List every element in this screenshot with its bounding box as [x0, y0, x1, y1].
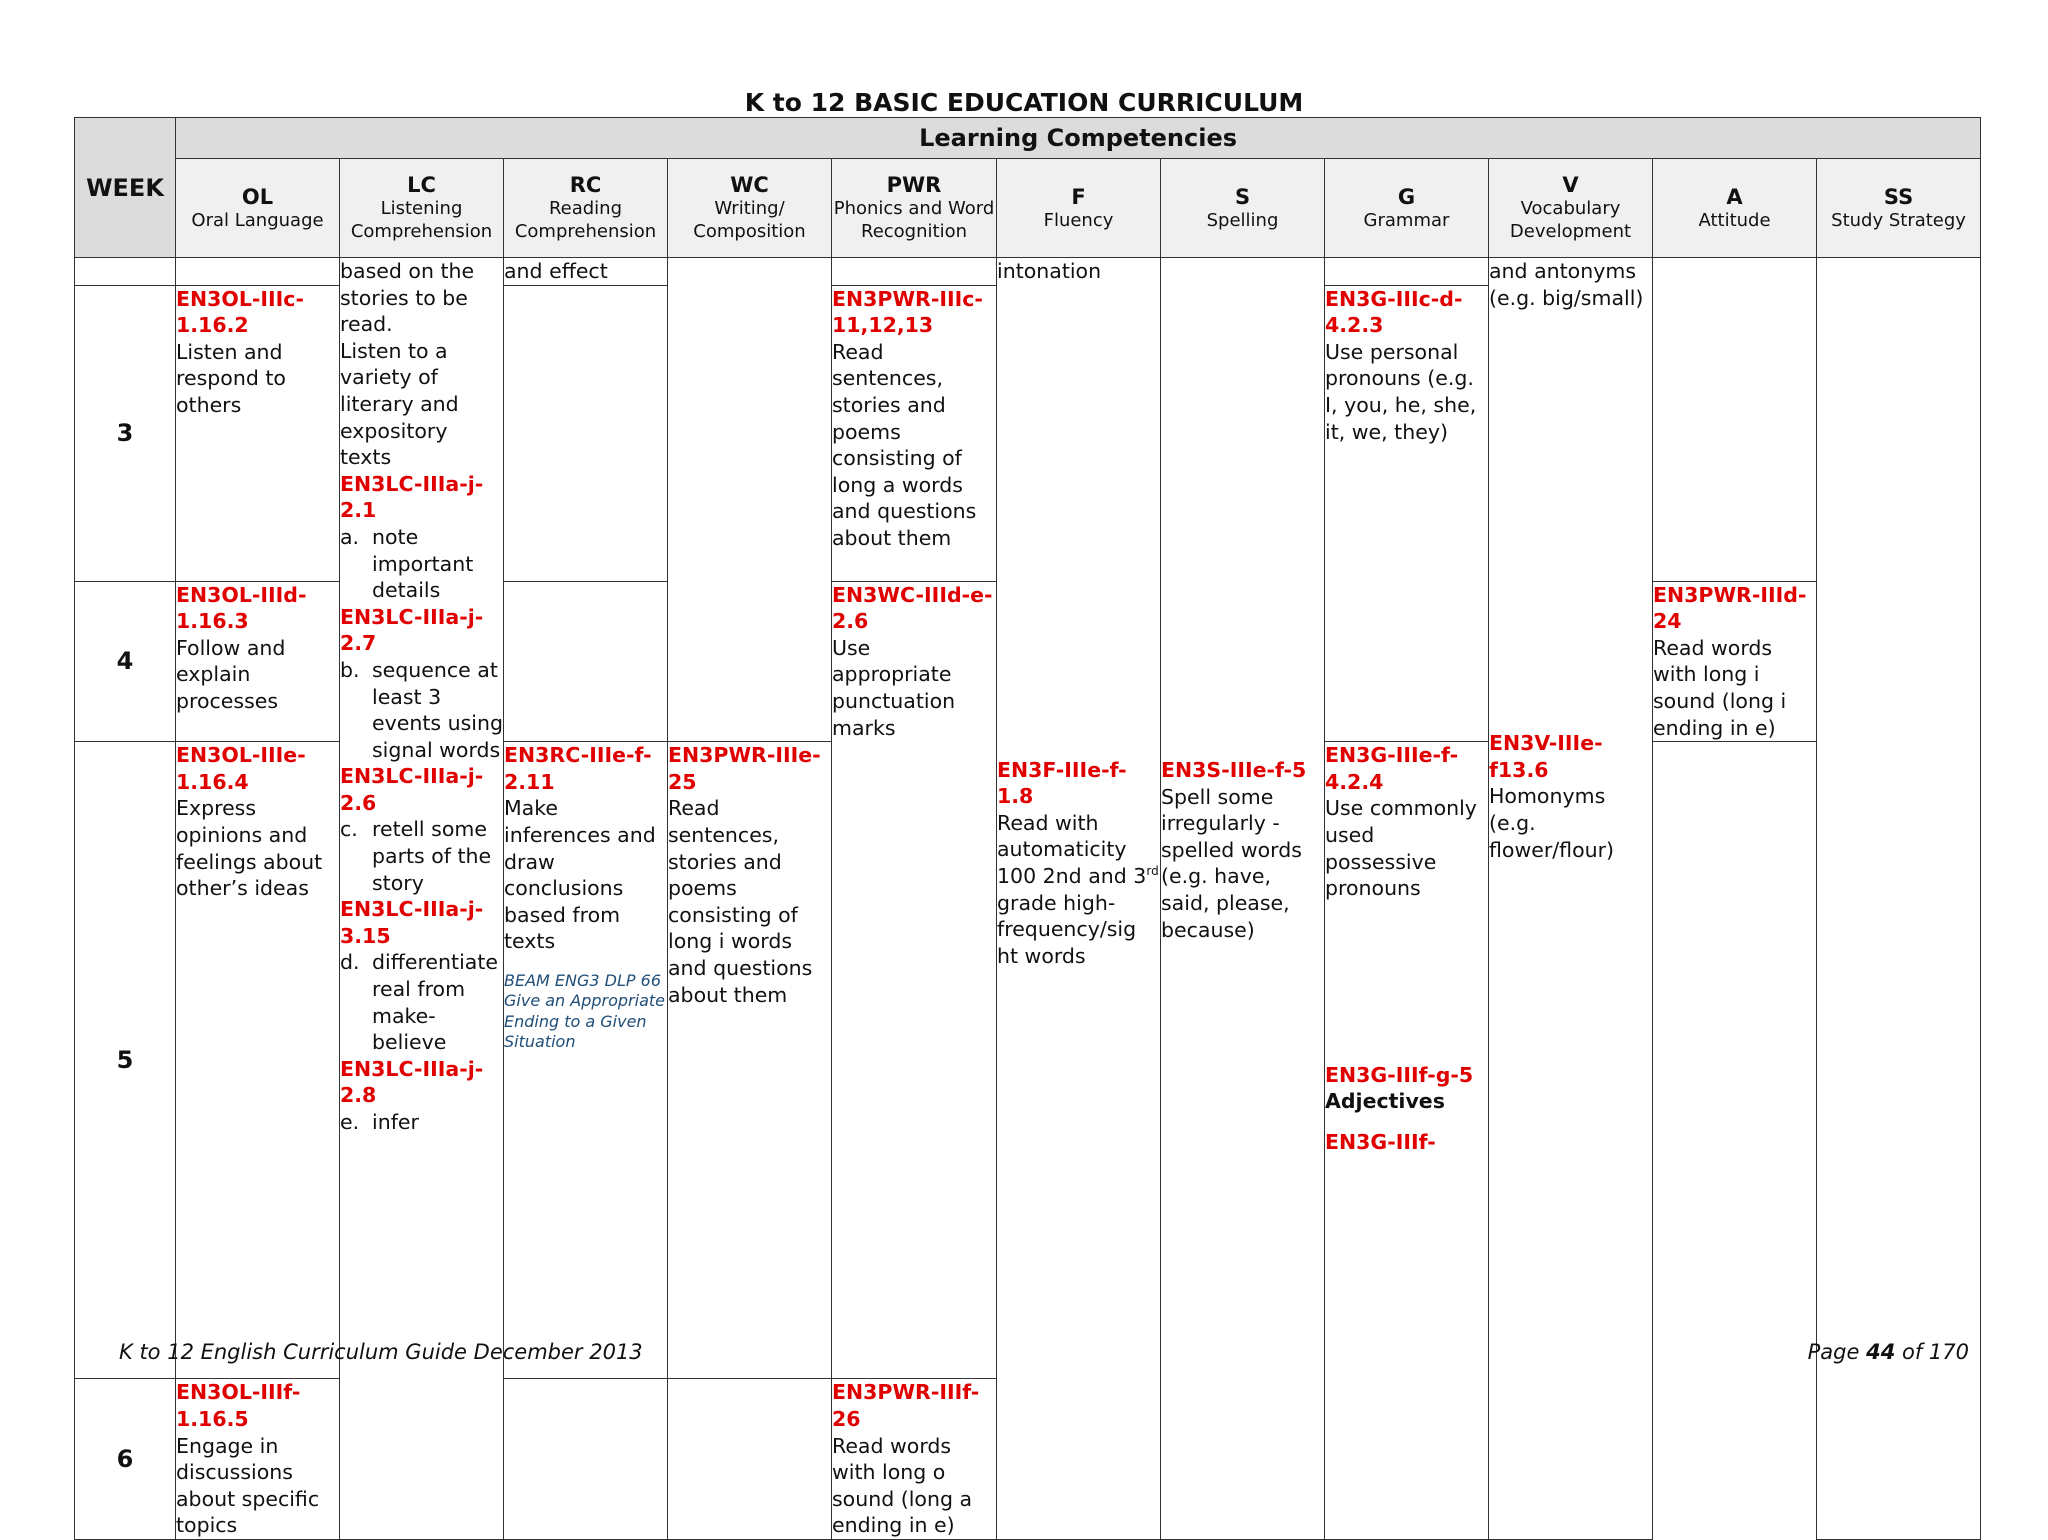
- ol-cell-week6: EN3OL-IIIf-1.16.5 Engage in discussions about specific topics: [176, 1379, 340, 1540]
- v-cell: and antonyms (e.g. big/small) EN3V-IIIe-f13.6 Homonyms (e.g. flower/flour): [1489, 258, 1653, 1540]
- week-number: 5: [75, 742, 176, 1379]
- wc-cell-week4-5: EN3WC-IIId-e-2.6 Use appropriate punctuation marks: [832, 581, 997, 1379]
- footer-guide-title: K to 12 English Curriculum Guide December 2013: [119, 1340, 643, 1364]
- learning-competencies-header: Learning Competencies: [176, 118, 1981, 159]
- pwr-cell-week3: EN3PWR-IIIc-11,12,13 Read sentences, stories and poems consisting of long a words and questions about them: [832, 285, 997, 581]
- column-header-a: A Attitude: [1653, 159, 1817, 258]
- pwr-cell-week6: EN3PWR-IIIf-26 Read words with long o sound (long a ending in e): [832, 1379, 997, 1540]
- week-number: 4: [75, 581, 176, 742]
- week-column-header: WEEK: [75, 118, 176, 258]
- wc-cell-week6: [668, 1379, 832, 1540]
- s-cell: EN3S-IIIe-f-5 Spell some irregularly - spelled words (e.g. have, said, please, because): [1161, 258, 1325, 1540]
- a-upper-cell: [1653, 258, 1817, 582]
- rc-cell-week3: [504, 285, 668, 581]
- pwr-cell-week5: EN3PWR-IIIe-25 Read sentences, stories and poems consisting of long i words and questions about them: [668, 742, 832, 1379]
- week-number: 6: [75, 1379, 176, 1540]
- week-number: 3: [75, 285, 176, 581]
- resource-reference: BEAM ENG3 DLP 66 Give an Appropriate Ending to a Given Situation: [504, 970, 665, 1052]
- rc-cell-week4: [504, 581, 668, 742]
- curriculum-table: [74, 117, 1981, 1540]
- column-header-ss: SS Study Strategy: [1817, 159, 1981, 258]
- pwr-cell-week4: EN3PWR-IIId-24 Read words with long i sound (long i ending in e): [1653, 581, 1817, 742]
- wc-upper-cell: [668, 258, 832, 742]
- column-header-wc: WC Writing/ Composition: [668, 159, 832, 258]
- carryover-g-cell: [1325, 258, 1489, 286]
- g-upper-cell: EN3G-IIIc-d-4.2.3 Use personal pronouns (e.g. I, you, he, she, it, we, they): [1325, 285, 1489, 742]
- rc-cell-week5: EN3RC-IIIe-f-2.11 Make inferences and draw conclusions based from texts BEAM ENG3 DLP 66 Give an Appropriate Ending to a Given Situation: [504, 742, 668, 1379]
- carryover-rc-cell: and effect: [504, 258, 668, 286]
- footer-page-number: Page 44 of 170: [1807, 1340, 1969, 1364]
- ol-cell-week3: EN3OL-IIIc-1.16.2 Listen and respond to others: [176, 285, 340, 581]
- column-header-pwr: PWR Phonics and Word Recognition: [832, 159, 997, 258]
- carryover-week-cell: [75, 258, 176, 286]
- column-header-lc: LC Listening Comprehension: [340, 159, 504, 258]
- carryover-ol-cell: [176, 258, 340, 286]
- g-lower-cell: EN3G-IIIe-f-4.2.4 Use commonly used possessive pronouns EN3G-IIIf-g-5 Adjectives EN3G-IIIf-: [1325, 742, 1489, 1540]
- document-title: K to 12 BASIC EDUCATION CURRICULUM: [744, 88, 1304, 117]
- column-header-f: F Fluency: [997, 159, 1161, 258]
- ol-cell-week4: EN3OL-IIId-1.16.3 Follow and explain processes: [176, 581, 340, 742]
- column-header-s: S Spelling: [1161, 159, 1325, 258]
- carryover-pwr-cell: [832, 258, 997, 286]
- rc-cell-week6: [504, 1379, 668, 1540]
- lc-cell: based on the stories to be read. Listen to a variety of literary and expository texts EN3LC-IIIa-j-2.1 a. note important details EN3LC-IIIa-j-2.7 b. sequence at least 3 events using signal words EN3LC-IIIa-j-2.6 c. retell some parts of the story EN3LC-IIIa-j-3.15 d. differentiate real from make-believe EN3LC-IIIa-j-2.8 e. infer: [340, 258, 504, 1540]
- f-cell: intonation EN3F-IIIe-f-1.8 Read with automaticity 100 2nd and 3rd grade high-frequency/sig ht words: [997, 258, 1161, 1540]
- column-header-ol: OL Oral Language: [176, 159, 340, 258]
- column-header-g: G Grammar: [1325, 159, 1489, 258]
- column-header-v: V Vocabulary Development: [1489, 159, 1653, 258]
- ol-cell-week5: EN3OL-IIIe-1.16.4 Express opinions and feelings about other’s ideas: [176, 742, 340, 1379]
- column-header-rc: RC Reading Comprehension: [504, 159, 668, 258]
